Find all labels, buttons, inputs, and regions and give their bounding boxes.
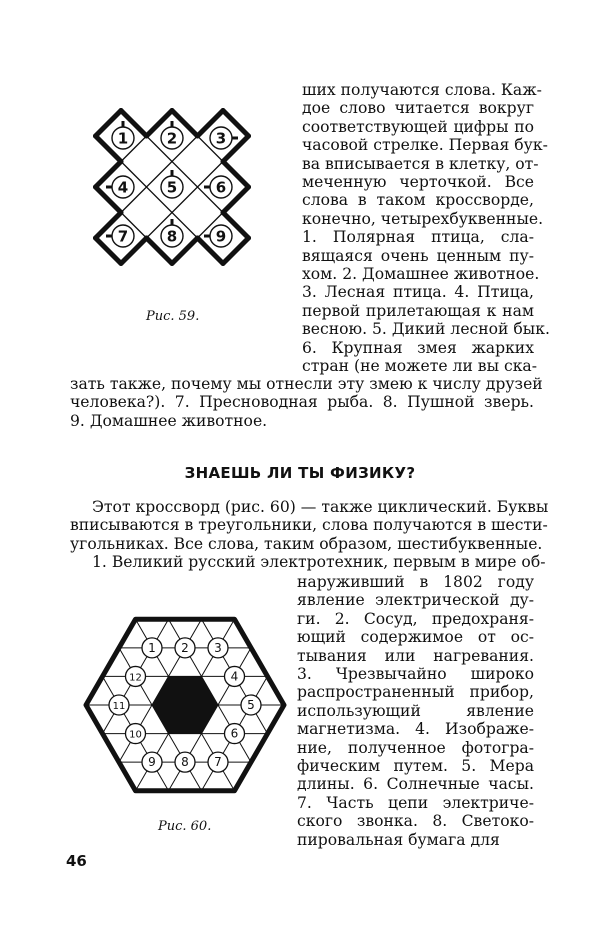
figure-59-grid bbox=[96, 111, 249, 264]
section2-line: ние, полученное фотогра- bbox=[297, 738, 534, 757]
clue-number: 3 bbox=[214, 640, 222, 655]
section1-full-line: человека?). 7. Пресноводная рыба. 8. Пушной зверь. bbox=[70, 393, 534, 412]
section1-line: хом. 2. Домашнее животное. bbox=[302, 265, 540, 284]
section1-line: первой прилетающая к нам bbox=[302, 301, 534, 320]
figure-60-caption: Рис. 60. bbox=[158, 819, 212, 834]
clue-number: 6 bbox=[230, 726, 239, 741]
clue-number: 2 bbox=[166, 129, 178, 148]
section1-line: 3. Лесная птица. 4. Птица, bbox=[302, 283, 534, 302]
section2-full-line: 1. Великий русский электротехник, первым в мире об- bbox=[92, 553, 546, 572]
clue-number: 12 bbox=[129, 672, 142, 684]
section1-line: стран (не можете ли вы ска- bbox=[302, 357, 538, 376]
clue-number: 5 bbox=[247, 698, 255, 712]
section1-full-text bbox=[70, 375, 543, 430]
section1-full-line: 9. Домашнее животное. bbox=[70, 411, 268, 430]
clue-number: 5 bbox=[166, 178, 178, 197]
section2-line: ги. 2. Сосуд, предохраня- bbox=[297, 609, 534, 628]
clue-number: 10 bbox=[129, 729, 142, 741]
clue-number: 1 bbox=[148, 640, 156, 655]
section1-line: конечно, четырехбуквенные. bbox=[302, 209, 544, 228]
section2-full-line: Этот кроссворд (рис. 60) — также циклический. Буквы bbox=[92, 498, 549, 516]
clue-number: 4 bbox=[117, 178, 129, 197]
section1-line: 1. Полярная птица, сла- bbox=[302, 228, 534, 247]
section2-line: использующий явление bbox=[297, 701, 534, 720]
section1-line: меченную черточкой. Все bbox=[302, 173, 534, 192]
clue-number: 1 bbox=[117, 129, 129, 148]
section1-full-line: зать также, почему мы отнесли эту змею к числу друзей bbox=[70, 375, 543, 393]
figure-59-crossword bbox=[65, 80, 280, 295]
clue-number: 7 bbox=[117, 227, 129, 246]
section-heading: ЗНАЕШЬ ЛИ ТЫ ФИЗИКУ? bbox=[184, 464, 416, 482]
section1-line: весною. 5. Дикий лесной бык. bbox=[302, 320, 550, 339]
section2-line: 7. Часть цепи электриче- bbox=[297, 793, 534, 812]
section2-full-text bbox=[70, 498, 549, 572]
section2-line: распространенный прибор, bbox=[297, 683, 534, 702]
section2-column-text bbox=[297, 573, 534, 849]
section1-line: соответствующей цифры по bbox=[302, 117, 534, 136]
section2-line: ского звонка. 8. Светоко- bbox=[297, 812, 534, 831]
page-number: 46 bbox=[66, 852, 87, 870]
section1-line: часовой стрелке. Первая бук- bbox=[302, 136, 548, 155]
figure-59-caption: Рис. 59. bbox=[146, 309, 200, 324]
section1-line: ших получаются слова. Каж- bbox=[302, 81, 542, 99]
clue-number: 8 bbox=[181, 755, 189, 770]
section1-column-text bbox=[302, 81, 550, 376]
section1-line: вящаяся очень ценным пу- bbox=[302, 246, 534, 265]
section2-line: ющий содержимое от ос- bbox=[297, 628, 534, 647]
section2-line: 3. Чрезвычайно широко bbox=[297, 665, 534, 684]
section2-line: явление электрической ду- bbox=[297, 591, 534, 610]
section2-full-line: вписываются в треугольники, слова получаются в шести- bbox=[70, 516, 548, 535]
clue-number: 4 bbox=[230, 669, 239, 684]
clue-number: 6 bbox=[215, 178, 227, 197]
section1-line: ва вписывается в клетку, от- bbox=[302, 154, 539, 173]
clue-number: 9 bbox=[215, 227, 227, 246]
section2-line: наруживший в 1802 году bbox=[297, 573, 534, 591]
section1-line: слова в таком кроссворде, bbox=[302, 191, 534, 210]
figure-60-grid bbox=[78, 605, 292, 805]
section2-line: фическим путем. 5. Мера bbox=[297, 757, 534, 776]
section1-line: 6. Крупная змея жарких bbox=[302, 338, 534, 357]
section2-line: тывания или нагревания. bbox=[297, 646, 534, 665]
clue-number: 7 bbox=[214, 755, 222, 770]
section2-line: длины. 6. Солнечные часы. bbox=[297, 775, 534, 794]
clue-number: 11 bbox=[112, 701, 126, 712]
clue-number: 9 bbox=[148, 755, 156, 770]
figure-60-crossword bbox=[78, 605, 292, 805]
section2-line: пировальная бумага для bbox=[297, 830, 500, 849]
clue-number: 8 bbox=[166, 227, 178, 246]
clue-number: 3 bbox=[215, 129, 227, 148]
section1-line: дое слово читается вокруг bbox=[302, 99, 534, 118]
section2-full-line: угольниках. Все слова, таким образом, шестибуквенные. bbox=[70, 534, 543, 553]
section2-line: магнетизма. 4. Изображе- bbox=[297, 720, 534, 739]
center-block bbox=[152, 676, 218, 733]
clue-number: 2 bbox=[181, 640, 189, 655]
